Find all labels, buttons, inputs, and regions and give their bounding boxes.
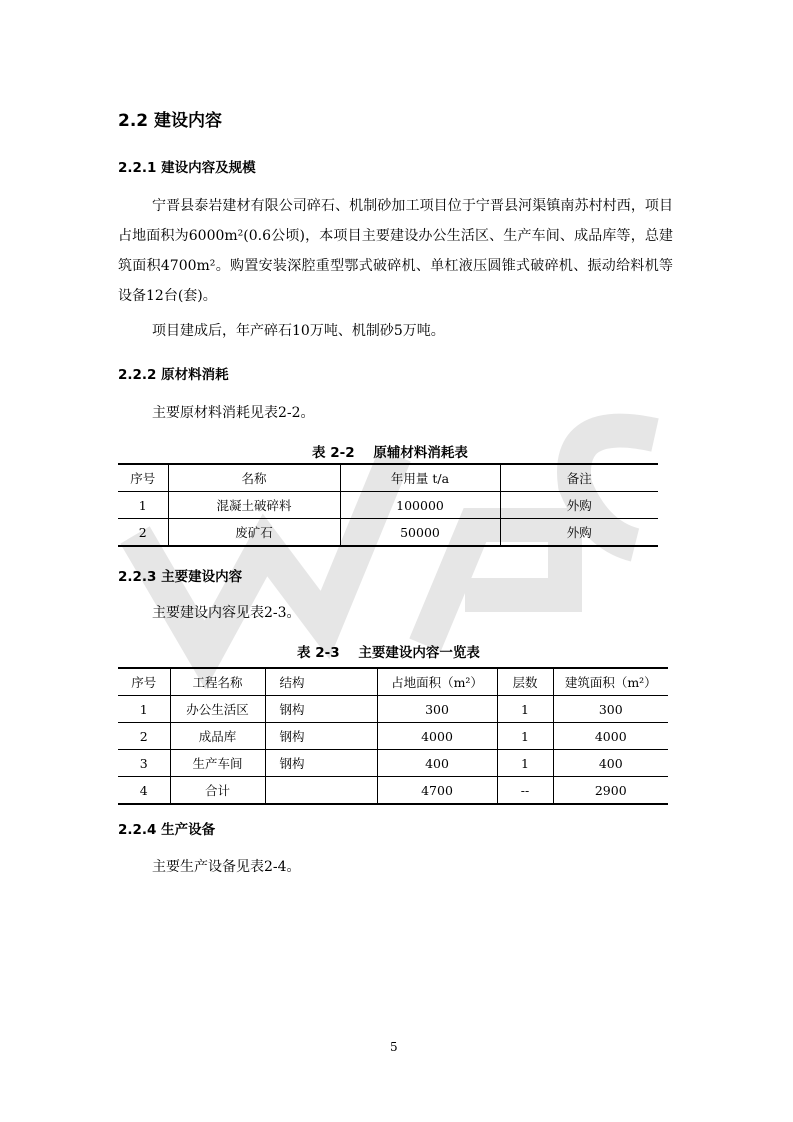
table-cell: 400 bbox=[553, 750, 668, 777]
section-title: 2.2 建设内容 bbox=[118, 111, 223, 131]
table-header-row bbox=[118, 668, 668, 696]
table-cell: 2900 bbox=[553, 777, 668, 805]
table-cell: 钢构 bbox=[265, 696, 377, 723]
table-cell: 4 bbox=[118, 777, 170, 805]
paragraph-project-scale: 宁晋县泰岩建材有限公司碎石、机制砂加工项目位于宁晋县河渠镇南苏村村西，项目占地面积为6000m²(0.6公顷)，本项目主要建设办公生活区、生产车间、成品库等，总建筑面积4700m²。购置安装深腔重型鄂式破碎机、单杠液压圆锥式破碎机、振动给料机等设备12台(套)。 bbox=[118, 198, 673, 304]
header-cell: 序号 bbox=[118, 464, 168, 492]
table-row bbox=[118, 777, 668, 805]
paragraph-equipment-ref: 主要生产设备见表2-4。 bbox=[152, 859, 301, 875]
subsection-title-2-2-3: 2.2.3 主要建设内容 bbox=[118, 569, 243, 585]
table-cell: 1 bbox=[139, 701, 148, 717]
header-cell: 工程名称 bbox=[170, 668, 265, 696]
table-cell bbox=[265, 777, 377, 805]
table-raw-materials bbox=[118, 463, 658, 547]
table-cell: 400 bbox=[377, 750, 497, 777]
header-cell: 序号 bbox=[118, 668, 170, 696]
table-2-2-caption: 表 2-2 原辅材料消耗表 bbox=[312, 445, 468, 461]
table-cell: 1 bbox=[138, 497, 147, 513]
table-row bbox=[118, 696, 668, 723]
table-row bbox=[118, 750, 668, 777]
table-2-3-caption: 表 2-3 主要建设内容一览表 bbox=[297, 645, 480, 661]
table-cell: 300 bbox=[553, 696, 668, 723]
paragraph-annual-output: 项目建成后，年产碎石10万吨、机制砂5万吨。 bbox=[152, 323, 445, 339]
table-cell: 办公生活区 bbox=[170, 696, 265, 723]
table-cell: 混凝土破碎料 bbox=[168, 492, 340, 519]
table-cell: 2 bbox=[118, 519, 168, 547]
table-cell: 3 bbox=[118, 750, 170, 777]
paragraph-construction-ref: 主要建设内容见表2-3。 bbox=[152, 605, 301, 621]
subsection-title-2-2-2: 2.2.2 原材料消耗 bbox=[118, 367, 229, 383]
page-number: 5 bbox=[390, 1040, 398, 1054]
table-row bbox=[118, 723, 668, 750]
table-cell: 300 bbox=[377, 696, 497, 723]
table-cell: 外购 bbox=[500, 492, 658, 519]
table-cell: 50000 bbox=[340, 519, 500, 547]
header-cell: 占地面积（m²） bbox=[377, 668, 497, 696]
table-cell: -- bbox=[497, 777, 553, 805]
table-cell: 成品库 bbox=[170, 723, 265, 750]
table-cell: 合计 bbox=[170, 777, 265, 805]
table-header-row bbox=[118, 464, 658, 492]
table-cell: 1 bbox=[497, 723, 553, 750]
table-cell: 2 bbox=[118, 723, 170, 750]
table-cell: 生产车间 bbox=[170, 750, 265, 777]
table-cell: 钢构 bbox=[265, 723, 377, 750]
table-cell: 4700 bbox=[377, 777, 497, 805]
subsection-title-2-2-1: 2.2.1 建设内容及规模 bbox=[118, 160, 256, 176]
header-cell: 备注 bbox=[500, 464, 658, 492]
table-cell: 1 bbox=[497, 750, 553, 777]
table-row bbox=[118, 492, 658, 519]
table-construction-content bbox=[118, 667, 668, 805]
header-cell: 建筑面积（m²） bbox=[553, 668, 668, 696]
table-cell: 废矿石 bbox=[168, 519, 340, 547]
table-row bbox=[118, 519, 658, 547]
table-cell: 4000 bbox=[553, 723, 668, 750]
paragraph-materials-ref: 主要原材料消耗见表2-2。 bbox=[152, 405, 315, 421]
table-cell: 钢构 bbox=[265, 750, 377, 777]
header-cell: 层数 bbox=[497, 668, 553, 696]
header-cell: 名称 bbox=[168, 464, 340, 492]
header-cell: 结构 bbox=[265, 668, 377, 696]
header-cell: 年用量 t/a bbox=[340, 464, 500, 492]
table-cell: 100000 bbox=[340, 492, 500, 519]
table-cell: 4000 bbox=[377, 723, 497, 750]
table-cell: 外购 bbox=[500, 519, 658, 547]
table-cell: 1 bbox=[497, 696, 553, 723]
subsection-title-2-2-4: 2.2.4 生产设备 bbox=[118, 822, 216, 838]
